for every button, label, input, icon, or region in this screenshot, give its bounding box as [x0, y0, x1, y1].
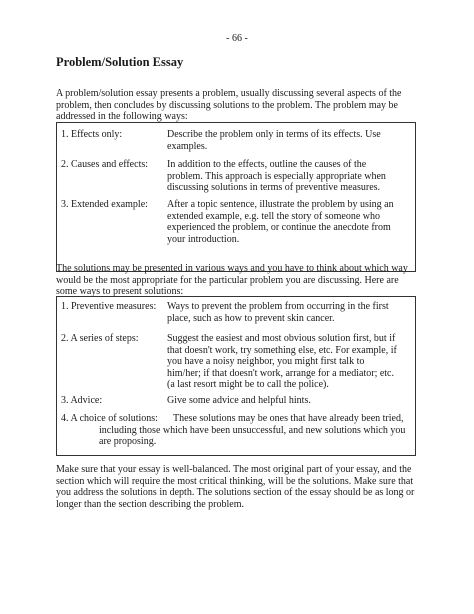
page-title: Problem/Solution Essay — [56, 55, 184, 69]
solutions-intro-paragraph: The solutions may be presented in various ways and you have to think about which way would be the most appropriate for the particular problem you are discussing. Here are some ways to present solutions: — [56, 263, 408, 297]
list-item-text: Describe the problem only in terms of its effects. Use examples. — [167, 129, 381, 152]
list-item-continuation — [61, 425, 407, 448]
list-item-text: These solutions may be ones that have already been tried, — [173, 413, 404, 424]
conclusion-paragraph: Make sure that your essay is well-balanced. The most original part of your essay, and the section which will require the most critical thinking, will be the solutions. Make sure that you address the solutions in depth. The solutions section of the essay should be as long or longer than the section describing the problem. — [56, 464, 415, 510]
page-number: - 66 - — [226, 33, 248, 44]
problem-approaches-box — [56, 122, 416, 272]
list-item-text: In addition to the effects, outline the causes of the problem. This approach is especially appropriate when discussing solutions in terms of preventive measures. — [167, 159, 386, 193]
list-item-label: 2. A series of steps: — [61, 333, 139, 344]
list-item-label: 4. A choice of solutions: — [61, 413, 158, 424]
list-item-label: 1. Effects only: — [61, 129, 123, 140]
list-item-label: 3. Extended example: — [61, 199, 148, 210]
list-item-text: Give some advice and helpful hints. — [167, 395, 311, 406]
list-item-text: After a topic sentence, illustrate the problem by using an extended example, e.g. tell the story of someone who experienced the problem, or continue the anecdote from your introduction. — [167, 199, 394, 245]
list-item-label: 1. Preventive measures: — [61, 301, 157, 312]
solution-methods-box — [56, 296, 416, 456]
list-item-text: Suggest the easiest and most obvious solution first, but if that doesn't work, try something else, etc. For example, if you have a noisy neighbor, you might first talk to him/her; if that doesn't work, arrange for a mediator; etc. (a last resort might be to call the police). — [167, 333, 397, 390]
list-item-label: 2. Causes and effects: — [61, 159, 149, 170]
list-item-text: Ways to prevent the problem from occurring in the first place, such as how to prevent skin cancer. — [167, 301, 389, 324]
list-item-continuation-text: including those which have been unsuccessful, and new solutions which you are proposing. — [99, 424, 406, 447]
list-item-label: 3. Advice: — [61, 395, 103, 406]
intro-paragraph: A problem/solution essay presents a problem, usually discussing several aspects of the problem, then concludes by discussing solutions to the problem. The problem may be addressed in the following ways: — [56, 88, 402, 122]
